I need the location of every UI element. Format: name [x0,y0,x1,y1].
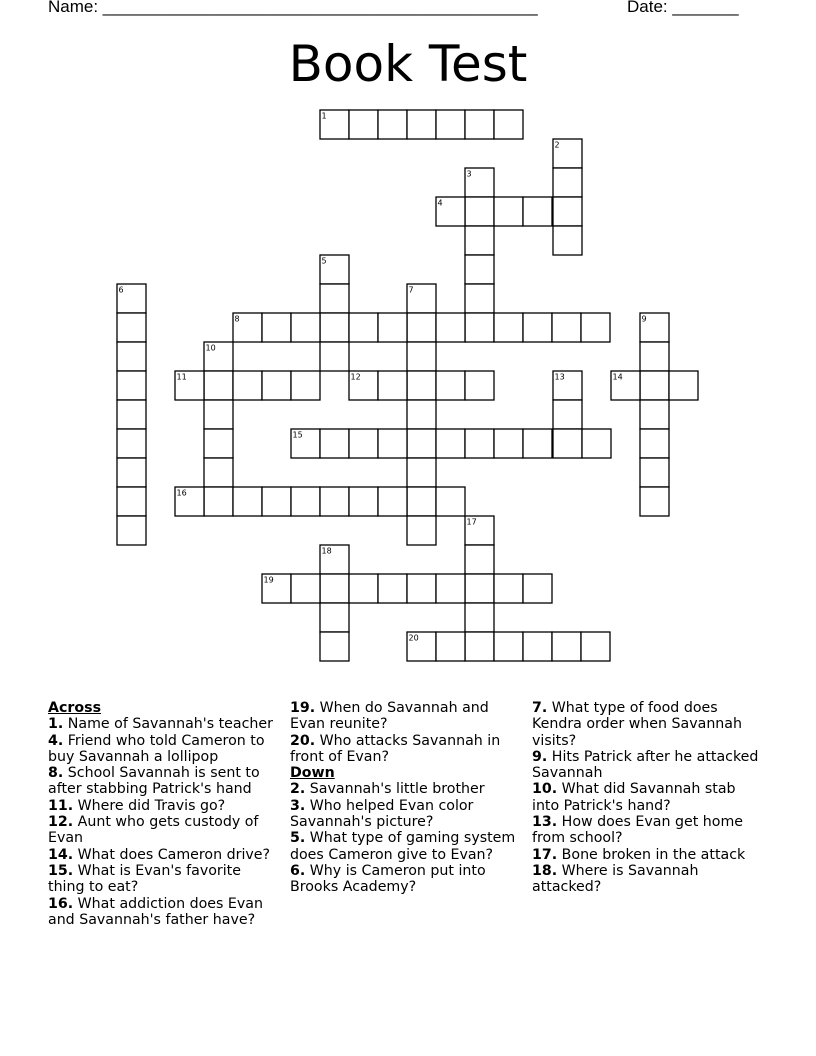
grid-cell[interactable] [494,313,523,342]
grid-cell[interactable] [582,429,611,458]
down-clue-3: 3. Who helped Evan color Savannah's picture? [290,797,474,831]
clue-number-9: 9 [641,314,647,324]
across-clue-14: 14. What does Cameron drive? [48,846,271,863]
across-clue-15: 15. What is Evan's favorite thing to eat? [48,862,241,896]
grid-cell[interactable] [204,371,233,400]
down-clue-7: 7. What type of food does Kendra order when Savannah visits? [532,700,742,749]
down-clue-6: 6. Why is Cameron put into Brooks Academy? [290,862,486,896]
grid-cell[interactable] [494,197,523,226]
grid-cell[interactable] [436,429,465,458]
grid-cell[interactable] [262,487,291,516]
grid-cell[interactable] [436,632,465,661]
grid-cell[interactable] [320,632,349,661]
grid-cell[interactable] [117,313,146,342]
grid-cell[interactable] [233,487,262,516]
across-clue-4: 4. Friend who told Cameron to buy Savannah a lollipop [48,732,265,765]
grid-cell[interactable] [465,545,494,574]
grid-cell[interactable] [465,110,494,139]
grid-cell[interactable] [407,516,436,545]
grid-cell[interactable] [117,516,146,545]
grid-cell[interactable] [436,487,465,516]
grid-cell[interactable] [640,371,669,400]
grid-cell[interactable] [204,487,233,516]
grid-cell[interactable] [117,342,146,371]
grid-cell[interactable] [378,429,407,458]
grid-cell[interactable] [175,371,204,400]
clue-number-18: 18 [321,546,332,556]
grid-cell[interactable] [553,400,582,429]
grid-cell[interactable] [204,458,233,487]
grid-cell[interactable] [465,632,494,661]
clue-number-17: 17 [466,517,477,527]
date-field-label[interactable]: Date: _______ [627,0,739,16]
grid-cell[interactable] [320,110,349,139]
grid-cell[interactable] [349,429,378,458]
across-clue-8: 8. School Savannah is sent to after stabbing Patrick's hand [48,765,260,798]
grid-cell[interactable] [523,574,552,603]
clues-column-2 [290,700,522,896]
grid-cell[interactable] [465,226,494,255]
grid-cell[interactable] [465,168,494,197]
grid-cell[interactable] [553,168,582,197]
down-clue-5: 5. What type of gaming system does Cameron give to Evan? [290,830,516,863]
grid-cell[interactable] [494,429,523,458]
grid-cell[interactable] [640,429,669,458]
grid-cell[interactable] [349,371,378,400]
grid-cell[interactable] [465,255,494,284]
grid-cell[interactable] [233,313,262,342]
down-clue-10: 10. What did Savannah stab into Patrick's hand? [532,781,736,814]
grid-cell[interactable] [262,574,291,603]
grid-cell[interactable] [320,284,349,313]
clue-number-6: 6 [118,285,124,295]
name-field-label[interactable]: Name: ______________________________________________ [48,0,538,16]
grid-cell[interactable] [117,487,146,516]
grid-cell[interactable] [233,371,262,400]
grid-cell[interactable] [378,371,407,400]
grid-cell[interactable] [407,458,436,487]
clue-number-10: 10 [205,343,216,353]
grid-cell[interactable] [552,632,581,661]
grid-cell[interactable] [291,429,320,458]
grid-cell[interactable] [581,632,610,661]
grid-cell[interactable] [581,313,610,342]
clue-number-15: 15 [292,430,303,440]
grid-cell[interactable] [320,429,349,458]
clue-number-5: 5 [321,256,327,266]
header [48,0,768,19]
grid-cell[interactable] [407,284,436,313]
grid-cell[interactable] [117,429,146,458]
grid-cell[interactable] [117,400,146,429]
across-clue-19: 19. When do Savannah and Evan reunite? [290,700,489,733]
grid-cell[interactable] [669,371,698,400]
grid-cell[interactable] [262,313,291,342]
grid-cell[interactable] [291,371,320,400]
grid-cell[interactable] [465,429,494,458]
clue-number-4: 4 [437,198,443,208]
grid-cell[interactable] [117,458,146,487]
grid-cell[interactable] [320,603,349,632]
clue-number-14: 14 [612,372,623,382]
down-heading: Down [290,765,335,782]
clue-number-12: 12 [350,372,361,382]
grid-cell[interactable] [465,197,494,226]
grid-cell[interactable] [640,400,669,429]
grid-cell[interactable] [320,342,349,371]
grid-cell[interactable] [640,313,669,342]
grid-cell[interactable] [378,574,407,603]
grid-cell[interactable] [465,371,494,400]
grid-cell[interactable] [640,458,669,487]
clues-column-3 [532,700,764,896]
grid-cell[interactable] [523,429,552,458]
grid-cell[interactable] [204,400,233,429]
grid-cell[interactable] [436,110,465,139]
grid-cell[interactable] [494,110,523,139]
grid-cell[interactable] [611,371,640,400]
grid-cell[interactable] [320,487,349,516]
page-title: Book Test [288,35,528,93]
across-clue-12: 12. Aunt who gets custody of Evan [48,814,259,847]
grid-cell[interactable] [407,313,436,342]
grid-cell[interactable] [378,110,407,139]
grid-cell[interactable] [378,313,407,342]
grid-cell[interactable] [465,516,494,545]
down-clue-13: 13. How does Evan get home from school? [532,814,744,847]
grid-cell[interactable] [349,313,378,342]
grid-cell[interactable] [407,110,436,139]
grid-cell[interactable] [494,574,523,603]
grid-cell[interactable] [407,487,436,516]
grid-cell[interactable] [436,574,465,603]
grid-cell[interactable] [117,284,146,313]
grid-cell[interactable] [291,313,320,342]
grid-cell[interactable] [553,429,582,458]
grid-cell[interactable] [436,197,465,226]
grid-cell[interactable] [291,487,320,516]
grid-cell[interactable] [117,371,146,400]
clue-number-1: 1 [321,111,327,121]
grid-cell[interactable] [523,313,552,342]
grid-cell[interactable] [523,632,552,661]
down-clue-9: 9. Hits Patrick after he attacked Savannah [532,748,759,782]
grid-cell[interactable] [553,371,582,400]
down-clue-18: 18. Where is Savannah attacked? [532,862,699,896]
grid-cell[interactable] [349,487,378,516]
grid-cell[interactable] [407,342,436,371]
clue-number-7: 7 [408,285,414,295]
grid-cell[interactable] [320,313,349,342]
clue-number-2: 2 [554,140,560,150]
grid-cell[interactable] [552,313,581,342]
grid-cell[interactable] [349,110,378,139]
grid-cell[interactable] [553,226,582,255]
grid-cell[interactable] [640,342,669,371]
grid-cell[interactable] [320,574,349,603]
across-clue-11: 11. Where did Travis go? [48,797,226,814]
grid-cell[interactable] [291,574,320,603]
grid-cell[interactable] [378,487,407,516]
clue-number-13: 13 [554,372,565,382]
grid-cell[interactable] [436,371,465,400]
across-heading: Across [48,700,102,716]
grid-cell[interactable] [320,545,349,574]
grid-cell[interactable] [175,487,204,516]
across-clue-1: 1. Name of Savannah's teacher [48,716,273,733]
grid-cell[interactable] [494,632,523,661]
grid-cell[interactable] [465,603,494,632]
grid-cell[interactable] [465,284,494,313]
clue-number-11: 11 [176,372,187,382]
grid-cell[interactable] [553,139,582,168]
grid-cell[interactable] [262,371,291,400]
grid-cell[interactable] [436,313,465,342]
down-clue-17: 17. Bone broken in the attack [532,846,746,863]
clue-number-19: 19 [263,575,274,585]
clue-number-3: 3 [466,169,472,179]
grid-cell[interactable] [407,574,436,603]
grid-cell[interactable] [204,429,233,458]
clue-number-16: 16 [176,488,187,498]
grid-cell[interactable] [553,197,582,226]
grid-cell[interactable] [465,313,494,342]
grid-cell[interactable] [523,197,552,226]
down-clue-2: 2. Savannah's little brother [290,781,485,798]
grid-cell[interactable] [407,632,436,661]
grid-cell[interactable] [204,342,233,371]
grid-cell[interactable] [407,429,436,458]
clues-column-1 [48,700,280,928]
grid-cell[interactable] [349,574,378,603]
grid-cell[interactable] [465,574,494,603]
grid-cell[interactable] [407,400,436,429]
grid-cell[interactable] [320,255,349,284]
across-clue-16: 16. What addiction does Evan and Savannah's father have? [48,895,263,928]
clue-number-8: 8 [234,314,240,324]
grid-cell[interactable] [407,371,436,400]
across-clue-20: 20. Who attacks Savannah in front of Evan? [290,732,501,765]
grid-cell[interactable] [640,487,669,516]
clue-number-20: 20 [408,633,419,643]
